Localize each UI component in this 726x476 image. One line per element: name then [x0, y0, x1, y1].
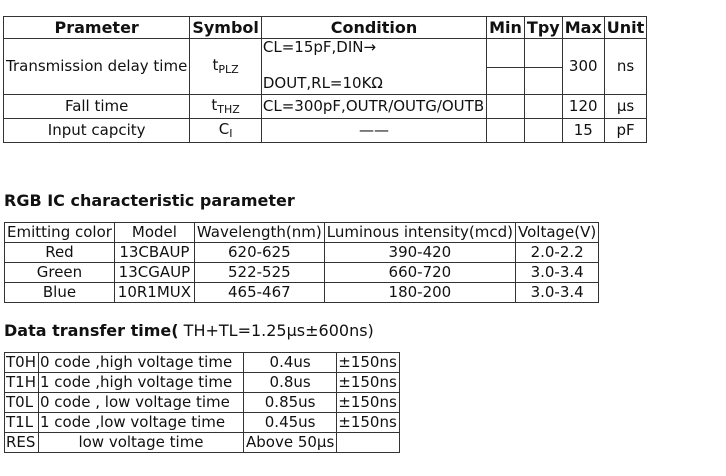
unit-cell: ns: [604, 39, 647, 95]
table-row: [4, 95, 647, 119]
time-cell: 0.45us: [244, 413, 337, 433]
min-cell: [487, 39, 525, 95]
color-cell: Blue: [5, 283, 115, 303]
table-row: [5, 353, 400, 373]
table-row: [5, 243, 599, 263]
symbol-cell: $t_{THZ}$: [190, 95, 262, 119]
table-row: [5, 393, 400, 413]
code-cell: T1H: [5, 373, 39, 393]
model-cell: 13CGAUP: [114, 263, 194, 283]
min-cell: [487, 119, 525, 143]
header-emitting-color: Emitting color: [5, 223, 115, 243]
voltage-cell: 3.0-3.4: [516, 263, 599, 283]
max-cell: 300: [562, 39, 604, 95]
table-row: [5, 413, 400, 433]
intensity-cell: 180-200: [324, 283, 515, 303]
model-cell: 13CBAUP: [114, 243, 194, 263]
time-cell: Above 50μs: [244, 433, 337, 453]
condition-cell: ——: [261, 119, 486, 143]
time-cell: 0.8us: [244, 373, 337, 393]
table-row: [5, 283, 599, 303]
wavelength-cell: 522-525: [194, 263, 324, 283]
wavelength-cell: 620-625: [194, 243, 324, 263]
description-cell: 0 code ,high voltage time: [39, 353, 244, 373]
header-luminous-intensity: Luminous intensity(mcd): [324, 223, 515, 243]
symbol-cell: $C_I$: [190, 119, 262, 143]
condition-line-2: DOUT,RL=10KΩ: [262, 74, 383, 92]
code-cell: T1L: [5, 413, 39, 433]
model-cell: 10R1MUX: [114, 283, 194, 303]
description-cell: 0 code , low voltage time: [39, 393, 244, 413]
description-cell: 1 code ,low voltage time: [39, 413, 244, 433]
header-symbol: Symbol: [190, 17, 262, 39]
time-cell: 0.85us: [244, 393, 337, 413]
section-heading-rgb-ic: RGB IC characteristic parameter: [4, 191, 295, 210]
header-min: Min: [487, 17, 525, 39]
color-cell: Red: [5, 243, 115, 263]
header-condition: Condition: [261, 17, 486, 39]
parameter-cell: Input capcity: [4, 119, 190, 143]
header-model: Model: [114, 223, 194, 243]
condition-line-1: CL=15pF,DIN→: [262, 38, 377, 56]
parameter-cell: Fall time: [4, 95, 190, 119]
symbol-cell: $t_{PLZ}$: [190, 39, 262, 95]
header-unit: Unit: [604, 17, 647, 39]
parameter-cell: Transmission delay time: [4, 39, 190, 95]
max-cell: 120: [562, 95, 604, 119]
color-cell: Green: [5, 263, 115, 283]
table-row: [5, 433, 400, 453]
tolerance-cell: ±150ns: [337, 393, 400, 413]
condition-cell: [261, 39, 486, 95]
tolerance-cell: ±150ns: [337, 373, 400, 393]
code-cell: RES: [5, 433, 39, 453]
intensity-cell: 390-420: [324, 243, 515, 263]
table-row: [4, 39, 647, 95]
unit-cell: μs: [604, 95, 647, 119]
electrical-characteristics-table: [3, 16, 647, 143]
header-max: Max: [562, 17, 604, 39]
min-cell: [487, 95, 525, 119]
tolerance-cell: ±150ns: [337, 413, 400, 433]
description-cell: 1 code ,high voltage time: [39, 373, 244, 393]
time-cell: 0.4us: [244, 353, 337, 373]
tolerance-cell: ±150ns: [337, 353, 400, 373]
table-row: [5, 373, 400, 393]
section-heading-data-transfer: Data transfer time( TH+TL=1.25μs±600ns): [4, 321, 374, 340]
wavelength-cell: 465-467: [194, 283, 324, 303]
header-parameter: Prameter: [4, 17, 190, 39]
tolerance-cell: [337, 433, 400, 453]
max-cell: 15: [562, 119, 604, 143]
voltage-cell: 3.0-3.4: [516, 283, 599, 303]
table-row: [4, 119, 647, 143]
header-typ: Tpy: [524, 17, 562, 39]
typ-cell: [524, 119, 562, 143]
condition-cell: CL=300pF,OUTR/OUTG/OUTB: [261, 95, 486, 119]
code-cell: T0L: [5, 393, 39, 413]
table-row: [5, 263, 599, 283]
unit-cell: pF: [604, 119, 647, 143]
typ-cell: [524, 39, 562, 95]
header-wavelength: Wavelength(nm): [194, 223, 324, 243]
intensity-cell: 660-720: [324, 263, 515, 283]
rgb-characteristics-table: [4, 222, 599, 303]
table-header-row: [4, 17, 647, 39]
voltage-cell: 2.0-2.2: [516, 243, 599, 263]
header-voltage: Voltage(V): [516, 223, 599, 243]
description-cell: low voltage time: [39, 433, 244, 453]
table-header-row: [5, 223, 599, 243]
typ-cell: [524, 95, 562, 119]
data-transfer-time-table: [4, 352, 400, 453]
code-cell: T0H: [5, 353, 39, 373]
